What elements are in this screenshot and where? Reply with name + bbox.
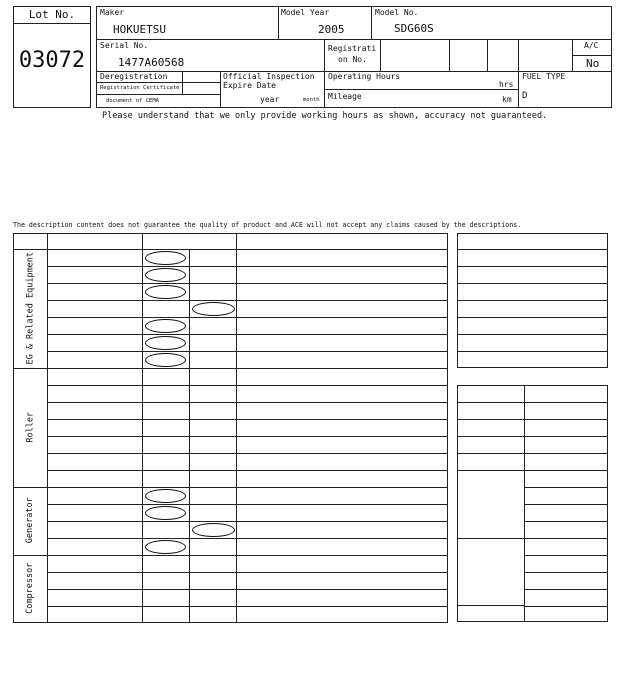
grid-line — [47, 233, 48, 623]
grid-line — [457, 317, 608, 318]
grid-line — [457, 249, 608, 250]
grid-line — [13, 555, 448, 556]
ok-selected-circle — [145, 353, 186, 367]
grid-line — [47, 538, 448, 539]
model-no-label: Model No. — [375, 8, 419, 17]
grid-line — [47, 385, 448, 386]
ok-selected-circle — [145, 506, 186, 520]
grid-line — [47, 589, 448, 590]
grid-line — [457, 470, 524, 471]
grid-line — [524, 436, 608, 437]
deregistration-label: Deregistration — [100, 72, 168, 81]
month-label: month — [303, 97, 320, 103]
mileage-label: Mileage — [328, 92, 362, 101]
grid-line — [47, 300, 448, 301]
maker-label: Maker — [100, 8, 125, 17]
section-label: EG & Related Equipment — [24, 251, 35, 365]
poor-selected-circle — [192, 302, 235, 316]
section-label: Roller — [24, 411, 35, 443]
grid-line — [524, 521, 608, 522]
grid-line — [47, 266, 448, 267]
fuel-type-value: D — [522, 91, 528, 101]
grid-line — [47, 436, 448, 437]
grid-line — [457, 266, 608, 267]
grid-line — [47, 572, 448, 573]
ac-label: A/C — [584, 41, 599, 50]
grid-line — [47, 521, 448, 522]
grid-line — [47, 504, 448, 505]
grid-line — [236, 233, 237, 623]
grid-line — [13, 368, 448, 369]
poor-selected-circle — [192, 523, 235, 537]
grid-line — [47, 283, 448, 284]
grid-line — [524, 419, 608, 420]
grid-line — [524, 572, 608, 573]
grid-line — [524, 453, 608, 454]
ac-value: No — [586, 57, 600, 70]
grid-line — [457, 283, 608, 284]
grid-line — [524, 470, 608, 471]
inspection-label-2: Expire Date — [223, 81, 276, 90]
lot-number: 03072 — [18, 48, 86, 73]
km-label: km — [502, 95, 512, 104]
grid-line — [47, 317, 448, 318]
ok-selected-circle — [145, 268, 186, 282]
registration-label-2: on No. — [338, 55, 367, 64]
grid-line — [457, 300, 608, 301]
cema-label: document of CEMA — [106, 98, 159, 104]
ok-selected-circle — [145, 540, 186, 554]
ok-selected-circle — [145, 285, 186, 299]
grid-line — [524, 504, 608, 505]
grid-line — [457, 538, 524, 539]
grid-line — [47, 334, 448, 335]
lot-label: Lot No. — [28, 8, 76, 21]
condition-table-frame — [13, 233, 448, 623]
grid-line — [47, 351, 448, 352]
description-notice: The description content does not guarantee the quality of product and ACE will not accept any claims caused by the descriptions. — [13, 221, 522, 229]
grid-line — [524, 487, 608, 488]
serial-label: Serial No. — [100, 41, 149, 50]
maker-value: HOKUETSU — [113, 23, 166, 36]
grid-line — [47, 402, 448, 403]
grid-line — [457, 436, 524, 437]
hrs-label: hrs — [499, 80, 514, 89]
grid-line — [13, 487, 448, 488]
ok-selected-circle — [145, 336, 186, 350]
model-year-value: 2005 — [318, 23, 345, 36]
model-no-value: SDG60S — [394, 22, 434, 35]
grid-line — [13, 249, 448, 250]
grid-line — [524, 589, 608, 590]
grid-line — [47, 606, 448, 607]
year-label: year — [260, 95, 280, 104]
grid-line — [524, 555, 608, 556]
section-label: Generator — [24, 497, 35, 544]
grid-line — [457, 334, 608, 335]
grid-line — [457, 419, 524, 420]
grid-line — [457, 351, 608, 352]
inspection-label-1: Official Inspection — [223, 72, 315, 81]
ok-selected-circle — [145, 251, 186, 265]
grid-line — [524, 402, 608, 403]
ok-selected-circle — [145, 489, 186, 503]
section-label: Compressor — [24, 562, 35, 614]
hours-notice: Please understand that we only provide working hours as shown, accuracy not guaranteed. — [102, 111, 548, 121]
grid-line — [47, 470, 448, 471]
grid-line — [47, 419, 448, 420]
grid-line — [524, 606, 608, 607]
grid-line — [457, 605, 524, 606]
registration-label-1: Registrati — [328, 44, 377, 53]
grid-line — [457, 402, 524, 403]
serial-value: 1477A60568 — [118, 56, 185, 69]
registration-certificate-label: Registration Certificate — [100, 85, 180, 91]
model-year-label: Model Year — [281, 8, 330, 17]
grid-line — [457, 453, 524, 454]
grid-line — [142, 233, 143, 623]
ok-selected-circle — [145, 319, 186, 333]
grid-line — [524, 538, 608, 539]
fuel-type-label: FUEL TYPE — [522, 72, 566, 81]
grid-line — [47, 453, 448, 454]
operating-hours-label: Operating Hours — [328, 72, 401, 81]
